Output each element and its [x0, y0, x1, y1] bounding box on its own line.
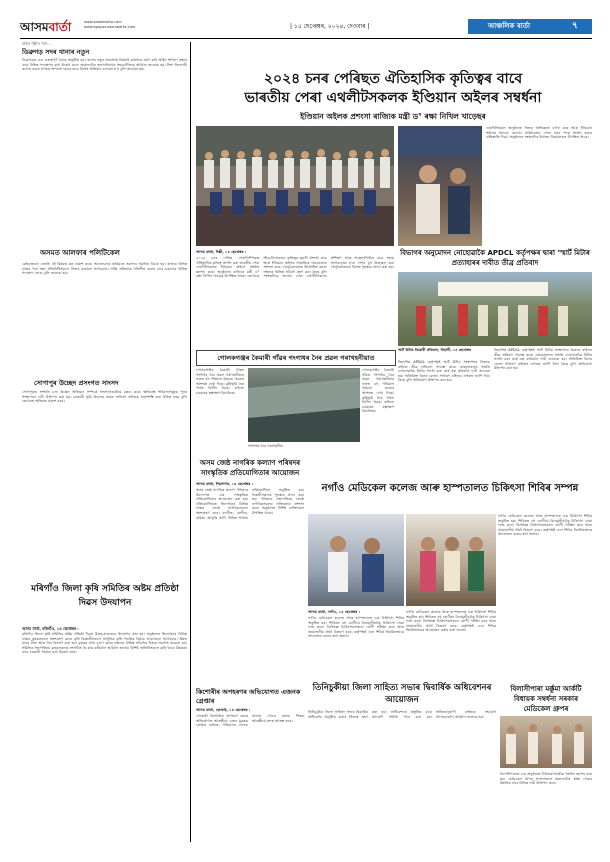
lead-headline-line2: ভাৰতীয় পেৰা এথলীটসকলক ইণ্ডিয়ান অইলৰ সম্বৰ্ধনা	[244, 90, 542, 106]
medical-camp-headline: নগাঁও মেডিকেল কলেজ আৰু হাস্পতালত চিকিৎসা শিবিৰ সম্পন্ন	[321, 483, 579, 494]
bilasipara-body: বিলাসীপাৰাত এক অনুষ্ঠানত বিধায়কগৰাকীক সম্বৰ্ধনা জ্ঞাপন কৰা হয়। মেডিকেল গ্ৰুপৰ সদস্যসকলে অঞ্চলটোৰ স্বাস্থ্য সেৱাৰ উন্নতিৰ বাবে বিভিন্ন দাবী উত্থাপন কৰে।	[500, 772, 592, 786]
athletes-photo-art	[196, 126, 394, 246]
story-body: ডিব্ৰুগড়ত এক গুৰুত্বপূৰ্ণ বৈঠক অনুষ্ঠিত হয়। থানাৰ নতুন ভাৰপ্ৰাপ্ত বিষয়াই কাৰ্যভাৰ গ্ৰহণ কৰি আইন শৃংখলা ৰক্ষাৰ বাবে বিভিন্ন পদক্ষেপৰ কথা উল্লেখ কৰে। অঞ্চলটোৰ জনসাধাৰণক সহযোগিতাৰ আহ্বান জনোৱা হয়। নিশা টহলদাৰী কঠোৰ কৰাৰ লগতে অপৰাধ দমনৰ বাবে বিশেষ অভিযান চলোৱা হ'ব বুলি জনোৱা হয়।	[22, 58, 187, 72]
bilasipara-photo	[500, 716, 592, 768]
page-number: ৭	[572, 21, 578, 31]
masthead-rule	[20, 38, 592, 39]
abduction-body: এগৰাকী কিশোৰীক অপহৰণ কৰাৰ অভিযোগত আৰক্ষীয়ে এজন যুৱকক গ্ৰেপ্তাৰ কৰিছে। পৰিয়ালৰ লোকে থানাত গোচৰ তৰাৰ পিছত আৰক্ষীয়ে তদন্ত আৰম্ভ কৰে।	[196, 714, 304, 728]
section-banner	[468, 19, 592, 34]
river-caption: গংগাধৰ নৈৰ গৰাখহনীয়া	[248, 444, 284, 448]
date-line: | ১৫ ছেপ্তেম্বৰ, ২০২৪, দেওবাৰ |	[290, 23, 370, 30]
story-body: সোণাপুৰত সম্প্ৰতি চলা উচ্ছেদ অভিযান সম্পৰ্কে সাংসদগৰাকীয়ে মন্তব্য কৰে। ক্ষতিগ্ৰস্ত পৰিয়ালসমূহক পুনৰ সংস্থাপনৰ দাবী উত্থাপন কৰা হয়। চৰকাৰী ভূমি উদ্ধাৰৰ নামত সাধাৰণ ৰাইজক হাৰাশাস্তি কৰা উচিত নহয় বুলি তেখেতে অভিমত প্ৰকাশ কৰে।	[22, 390, 187, 404]
sahitya-sabha-headline: তিনিচুকীয়া জিলা সাহিত্য সভাৰ দ্বিবাৰ্ষিক অধিবেশনৰ আয়োজন	[312, 683, 492, 705]
protest-caption: স্মাৰ্ট মিটাৰ বিৰোধী প্ৰতিবাদ, বিহালী, ১৪ ছেপ্তেম্বৰ	[398, 348, 471, 352]
protest-photo	[398, 272, 592, 346]
medical-camp-body-cont: নগাঁও মেডিকেল কলেজ আৰু হাস্পতালত এক চিকিৎসা শিবিৰ অনুষ্ঠিত হয়। শিবিৰত বহু ৰোগীয়ে বিনামূলীয়াকৈ চিকিৎসা সেৱা লাভ কৰে। বিশেষজ্ঞ চিকিৎসকসকলে ৰোগী পৰীক্ষা কৰে আৰু প্ৰয়োজনীয় ঔষধ বিতৰণ কৰে। কৰ্তৃপক্ষই এনে শিবিৰ নিয়মিতভাৱে আয়োজন কৰাৰ কথা জনায়।	[308, 616, 404, 639]
story-dateline: আসম বাৰ্তা, মৰিগাঁও, ১৪ ছেপ্তেম্বৰ :	[22, 626, 79, 631]
lead-headline	[194, 70, 592, 108]
medical-camp-body: নগাঁও মেডিকেল কলেজ আৰু হাস্পতালত এক চিকিৎসা শিবিৰ অনুষ্ঠিত হয়। শিবিৰত বহু ৰোগীয়ে বিনামূলীয়াকৈ চিকিৎসা সেৱা লাভ কৰে। বিশেষজ্ঞ চিকিৎসকসকলে ৰোগী পৰীক্ষা কৰে আৰু প্ৰয়োজনীয় ঔষধ বিতৰণ কৰে। কৰ্তৃপক্ষই এনে শিবিৰ নিয়মিতভাৱে আয়োজন কৰাৰ কথা জনায়।	[498, 514, 592, 537]
smart-meter-headline: বিভাগৰ অনুমোদন নোহোৱাকৈ APDCL কৰ্তৃপক্ষৰ দ্বাৰা 'স্মাৰ্ট মিটাৰ প্ৰত্যাহাৰৰ দাবীত তীব্ৰ প্ৰতিবাদ	[400, 249, 590, 267]
story-title-text: অসমত আলফাৰ পলিটিকেল	[40, 249, 120, 257]
logo-right: বার্তা	[48, 20, 72, 34]
minister-photo-art	[398, 126, 482, 246]
senior-citizens-headline: অসম জেষ্ঠ নাগৰিক কল্যাণ পৰিষদৰ সাংস্কৃতিক প্ৰতিযোগিতাৰ আয়োজন	[199, 459, 301, 477]
senior-citizens-body: অসম জেষ্ঠ নাগৰিক কল্যাণ পৰিষদৰ উদ্যোগত এক সাংস্কৃতিক প্ৰতিযোগিতাৰ আয়োজন কৰা হয়। প্ৰতিযোগিতাত জিলাখনৰ বিভিন্ন প্ৰান্তৰ জ্যেষ্ঠ নাগৰিকসকলে অংশগ্ৰহণ কৰে। বনগীত, বৰগীত, কবিতা আবৃত্তি আদি বিভিন্ন শাখাত প্ৰতিযোগিতা অনুষ্ঠিত হয়। বিজয়ীসকলক পুৰস্কাৰ প্ৰদান কৰা হয়। পৰিষদৰ সভাপতিয়ে জ্যেষ্ঠ নাগৰিকসকলৰ সক্ৰিয়তাৰ প্ৰশংসা কৰে। অনুষ্ঠানত বিশিষ্ট ব্যক্তিসকল উপস্থিত থাকে।	[196, 488, 304, 520]
site-url[interactable]: www.asombarta.com	[84, 20, 122, 24]
lead-subtitle: ইণ্ডিয়ান অইলক প্ৰশংসা ৰাজ্যিক মন্ত্ৰী ড° ৰক্ষা নিখিল খাড়েছৰ	[300, 112, 486, 121]
medical-camp-body-cont: নগাঁও মেডিকেল কলেজ আৰু হাস্পতালত এক চিকিৎসা শিবিৰ অনুষ্ঠিত হয়। শিবিৰত বহু ৰোগীয়ে বিনামূলীয়াকৈ চিকিৎসা সেৱা লাভ কৰে। বিশেষজ্ঞ চিকিৎসকসকলে ৰোগী পৰীক্ষা কৰে আৰু প্ৰয়োজনীয় ঔষধ বিতৰণ কৰে। কৰ্তৃপক্ষই এনে শিবিৰ নিয়মিতভাৱে আয়োজন কৰাৰ কথা জনায়।	[406, 610, 496, 633]
bilasipara-headline: বিলাসীপাৰা মৰ্ক্কুমা আৰ্কটি বিধায়ক সম্বৰ্ধনা সৰকাৰ মেডিকেল গ্ৰুপৰ	[510, 685, 582, 713]
protest-photo-art	[398, 272, 592, 346]
lead-side-body: এথলীটসকলে অনুষ্ঠানত নিজৰ অভিজ্ঞতা বৰ্ণনা কৰে আৰু ইণ্ডিয়ান অইলক ধন্যবাদ জনায়। ভৱিষ্যতেও দেশৰ বাবে পদক অৰ্জন কৰাৰ প্ৰতিশ্ৰুতি দিয়ে। অনুষ্ঠানত সংস্থাটোৰ উৰ্দ্ধতন বিষয়াসকল উপস্থিত থাকে।	[486, 126, 592, 140]
erosion-headline-box	[196, 350, 396, 366]
smart-meter-body: বিহালীত APDCL কৰ্তৃপক্ষই স্মাৰ্ট মিটাৰ সংস্থাপনৰ বিৰুদ্ধে ৰাইজে তীব্ৰ প্ৰতিবাদ সাব্যস্ত কৰে। গ্ৰাহকসকলৰ সন্মতি নোলোৱাকৈ মিটাৰ সলনি কৰা কাৰ্য বন্ধ কৰিবলৈ দাবী জনোৱা হয়। অতিৰিক্ত বিলৰ বোজা সাধাৰণ ৰাইজৰ ওপৰত জাপি দিয়া হৈছে বুলি অভিযোগ উত্থাপন কৰা হয়।	[398, 360, 490, 383]
bilasipara-photo-art	[500, 716, 592, 768]
erosion-body-cont: গোলকগঞ্জৰ কৈমাৰী গাঁৱত গংগাধৰ নৈৰ প্ৰৱল গৰাখহনীয়াৰ ফলত বহু পৰিয়াল গৃহহাৰা হোৱাৰ আশংকা দেখা দিছে। কৃষিভূমি নৈৰ গৰ্ভত বিলীন হৈছে। ৰাইজে চৰকাৰৰ হস্তক্ষেপ বিচাৰিছে।	[362, 368, 394, 414]
story-title: ডিব্ৰুগড় সদৰ থানাৰ নতুন	[22, 48, 90, 56]
lead-headline-line1: ২০২৪ চনৰ পেৰিছত ঐতিহাসিক কৃতিত্বৰ বাবে	[263, 71, 523, 87]
abduction-dateline: আসম বাৰ্তা, হোজাই, ১৪ ছেপ্তেম্বৰ :	[196, 708, 251, 712]
sahitya-sabha-body: তিনিচুকীয়া জিলা সাহিত্য সভাৰ দ্বিবাৰ্ষিক অধিবেশন অনুষ্ঠিত কৰাৰ সিদ্ধান্ত গ্ৰহণ কৰা হয়। অধিবেশনৰ প্ৰস্তুতিৰ বাবে আদৰণি সমিতি গঠন কৰা হয়। সাহিত্যানুৰাগী ৰাইজক সহযোগ আগবঢ়াবলৈ আহ্বান জনোৱা হয়।	[308, 710, 496, 719]
medical-camp-photo-1	[308, 514, 404, 606]
medical-photo-art	[406, 514, 496, 606]
left-top-label: প্ৰথম পৃষ্ঠাৰ পৰা...	[22, 41, 52, 46]
senior-citizens-dateline: আসম বাৰ্তা, শিৱসাগৰ, ১৪ ছেপ্তেম্বৰ :	[196, 482, 254, 486]
epaper-url[interactable]: www.epaper.asombarta.com	[84, 25, 136, 29]
minister-photo	[398, 126, 482, 246]
masthead-sites	[84, 20, 164, 30]
athletes-group-photo	[196, 126, 394, 246]
river-photo	[248, 368, 360, 442]
column-divider	[190, 42, 191, 842]
lead-body: ২০২৪ চনৰ পেৰিছ পেৰালিম্পিকত ঐতিহাসিক কৃতিত্ব প্ৰদৰ্শন কৰা ভাৰতীয় পেৰা এথলীটসকলক ইণ্ডিয়ান অইলে সম্বৰ্ধনা জ্ঞাপন কৰে। অনুষ্ঠানত ৰাজ্যিক মন্ত্ৰী ড° ৰক্ষা নিখিল খাড়েছ উপস্থিত থাকে। তেখেতে ক্ৰীড়াবিদসকলৰ কৃতিত্বৰ ভূয়সী প্ৰশংসা কৰে আৰু ইণ্ডিয়ান অইলৰ সামাজিক দায়বদ্ধতাৰ প্ৰশংসা কৰে। খেলুৱৈসকলক উৎসাহিত কৰাৰ লক্ষ্যৰে বিভিন্ন আঁচনি গ্ৰহণ কৰা হৈছে বুলি সংস্থাটোৱে জনায়। পেৰা এথলীটসকলৰ প্ৰশিক্ষণ আৰু আন্তঃগাঁথনিৰ বাবে সহায় আগবঢ়োৱা হ'ব। দেশৰ মুখ উজ্জ্বল কৰা খেলুৱৈসকলক বিশেষ পুৰস্কাৰ প্ৰদান কৰা হয়।	[196, 256, 394, 279]
medical-photo-art	[308, 514, 404, 606]
story-body: মৰিগাঁও জিলা কৃষি সমিতিৰ অষ্টম প্ৰতিষ্ঠা দিৱস উলহ-মালহেৰে উদযাপন কৰা হয়। অনুষ্ঠানত জিলাখনৰ বিভিন্ন প্ৰান্তৰ কৃষকসকলে অংশগ্ৰহণ কৰে। কৃষি বিজ্ঞানীসকলে আধুনিক কৃষি পদ্ধতিৰ বিষয়ে আলোচনা আগবঢ়ায়। উন্নত মানৰ বীজ আৰু সাৰ বিতৰণ কৰা হয়। কৃষকৰ আয় দুগুণ কৰাৰ লক্ষ্যৰে বিভিন্ন আঁচনিৰ বিষয়ে অৱগত কৰোৱা হয়। সমিতিৰ সভাপতিয়ে কৃষকসকলক সংগঠিত হৈ কাম কৰিবলৈ আহ্বান জনায়। বিশিষ্ট অতিথিসকলে কৃষি খণ্ডৰ উন্নয়নৰ বাবে চৰকাৰী সহায়ৰ কথা উল্লেখ কৰে।	[22, 632, 187, 655]
erosion-headline: গোলকগঞ্জৰ কৈমাৰী গাঁৱৰ গংগাধৰ নৈৰ প্ৰৱল গৰাখহনীয়াত	[217, 354, 375, 362]
logo-left: আসম	[20, 20, 49, 34]
abduction-headline: কিশোৰীৰ অপহৰণৰ অভিযোগত এজনক গ্ৰেপ্তাৰ	[196, 688, 301, 705]
story-title: সোণাপুৰ উচ্ছেদ প্ৰসংগত সাংসদ	[34, 379, 119, 387]
story-title	[22, 248, 187, 260]
medical-camp-dateline: আসম বাৰ্তা, নগাঁও, ১৪ ছেপ্তেম্বৰ :	[308, 610, 361, 614]
medical-camp-photo-2	[406, 514, 496, 606]
smart-meter-body-cont: বিহালীত APDCL কৰ্তৃপক্ষই স্মাৰ্ট মিটাৰ সংস্থাপনৰ বিৰুদ্ধে ৰাইজে তীব্ৰ প্ৰতিবাদ সাব্যস্ত কৰে। গ্ৰাহকসকলৰ সন্মতি নোলোৱাকৈ মিটাৰ সলনি কৰা কাৰ্য বন্ধ কৰিবলৈ দাবী জনোৱা হয়। অতিৰিক্ত বিলৰ বোজা সাধাৰণ ৰাইজৰ ওপৰত জাপি দিয়া হৈছে বুলি অভিযোগ উত্থাপন কৰা হয়।	[494, 348, 592, 371]
masthead-logo	[20, 19, 71, 35]
section-title: আঞ্চলিক বাৰ্তা	[488, 22, 531, 30]
story-body: কেইবাজনো নেতাই এই বিষয়ত মত প্ৰকাশ কৰে। আলোচনাৰ জৰিয়তে সমস্যাৰ সমাধান বিচৰা হয়। ৰাজ্যৰ বিভিন্ন প্ৰান্তৰ পৰা অহা প্ৰতিনিধিসকলে নিজৰ মতামত আগবঢ়ায়। শান্তি প্ৰক্ৰিয়াক গতিশীল কৰাৰ বাবে চৰকাৰে বিভিন্ন পদক্ষেপ লোৱা বুলি জনোৱা হয়।	[22, 262, 187, 276]
lead-dateline: আসম বাৰ্তা, দিল্লী, ১৪ ছেপ্তেম্বৰ :	[196, 250, 247, 254]
masthead	[20, 18, 592, 38]
river-photo-art	[248, 368, 360, 442]
story-title: মৰিগাঁও জিলা কৃষি সমিতিৰ অষ্টম প্ৰতিষ্ঠা দিৱস উদযাপন	[31, 584, 179, 608]
erosion-body: গোলকগঞ্জৰ কৈমাৰী গাঁৱত গংগাধৰ নৈৰ প্ৰৱল গৰাখহনীয়াৰ ফলত বহু পৰিয়াল গৃহহাৰা হোৱাৰ আশংকা দেখা দিছে। কৃষিভূমি নৈৰ গৰ্ভত বিলীন হৈছে। ৰাইজে চৰকাৰৰ হস্তক্ষেপ বিচাৰিছে।	[196, 368, 244, 395]
